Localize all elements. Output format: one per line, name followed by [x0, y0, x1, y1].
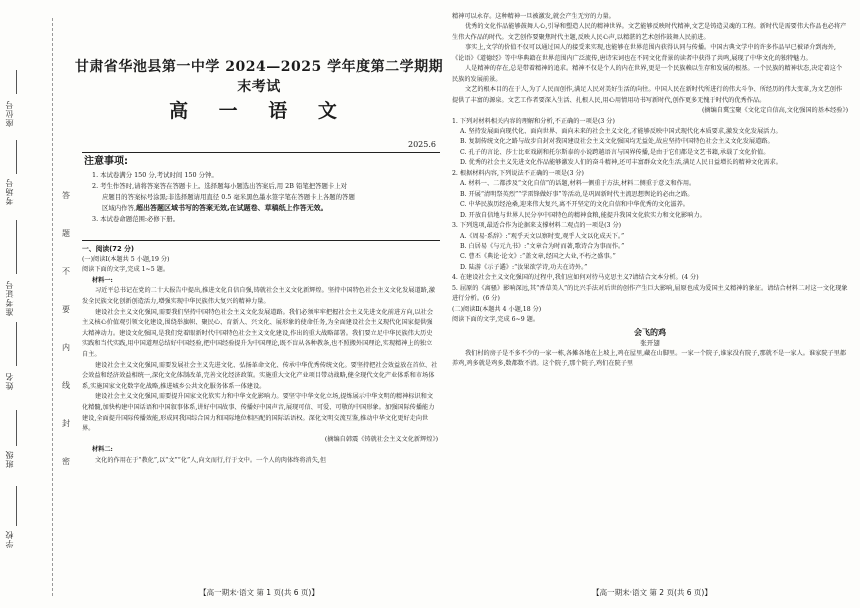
option: A. 材料一、二都涉及“文化自信”的话题,材料一侧重于方法,材料二侧重于意义和作用。 [460, 180, 696, 188]
option: D. 开放自信地与世界人民分享中国特色的精神食粮,能提升我国文化软实力和文化影响力。 [460, 211, 706, 219]
paragraph: 精神可以永存。这种精神一旦被激发,就会产生无穷的力量。 [452, 13, 615, 20]
question: 1. 下列对材料相关内容的理解和分析,不正确的一项是(3 分) [452, 117, 615, 125]
paragraph: 习近平总书记在党的二十大报告中提出,推进文化自信自强,铸就社会主义文化新辉煌。坚持中国特色社会主义文化发展道路,激发全民族文化创新创造活力,增强实现中华民族伟大复兴的精神力量。 [82, 287, 436, 305]
option: C. 中华民族历经沧桑,迎来伟大复兴,离不开坚定的文化自信和中华优秀的文化滋养。 [460, 201, 689, 209]
option: A. 坚持发展面向现代化、面向世界、面向未来的社会主义文化,才能够反映中国式现代化本质要求,激发文化发展活力。 [460, 127, 782, 135]
paragraph: 人是精神的存在,总是带着精神的追求。精神不仅是个人的内在世界,更是一个民族赖以生存和发展的根基。一个民族的精神状态,决定着这个民族的发展前景。 [452, 65, 843, 83]
reading-passage-1 [82, 244, 438, 466]
exam-room-label: 考场号 [5, 178, 14, 205]
class-blank [16, 410, 17, 446]
option: B. 白居易《与元九书》:“文章合为时而著,歌诗合为事而作。” [460, 242, 625, 250]
divider [82, 240, 440, 241]
option: D. 优秀的社会主义先进文化作品能够激发人们的奋斗精神,还可丰富群众文化生活,满足人民日益增长的精神文化需求。 [460, 159, 782, 167]
school-blank [16, 486, 17, 526]
left-column [74, 0, 444, 608]
option: C. 曹丕《典论·论文》:“盖文章,经国之大业,不朽之盛事。” [460, 253, 616, 261]
paragraph: 事实上,文学的价值不仅可以通过国人的接受来实现,也能够在世界范围内获得认同与传播。中国古典文学中的许多作品早已被译介到海外,《论语》《道德经》等中华典籍在世界范围内广泛流传,唐诗宋词也在不同文化背景的读者中获得了共鸣,展现了中华文化的独特魅力。 [452, 44, 836, 62]
name-blank [16, 322, 17, 366]
subject-title: 高 一 语 文 [169, 100, 349, 122]
school-label: 学校 [5, 530, 14, 548]
exam-date: 2025.6 [408, 140, 436, 149]
option: D. 陆游《示子遹》:“汝果欲学诗,功夫在诗外。” [460, 263, 588, 271]
exam-title: 甘肃省华池县第一中学 2024—2025 学年度第二学期期末考试 [74, 59, 444, 95]
subsection-heading: (一)阅读Ⅰ(本题共 5 小题,19 分) [82, 255, 170, 263]
paragraph: 建设社会主义文化强国,需要我们坚持中国特色社会主义文化发展道路。我们必须牢牢把握社会主义先进文化前进方向,以社会主义核心价值观引领文化建设,围绕举旗帜、聚民心、育新人、兴文化、展形象的使命任务,为全面建设社会主义现代化国家提供强大精神动力。建设文化强国,是我们党着眼新时代中国特色社会主义文化建设,作出的重大战略部署。我们要立足中华民族伟大历史实践和当代实践,用中国道理总结好中国经验,把中国经验提升为中国理论,既不盲从各种教条,也不照搬外国理论,实现精神上的独立自主。 [82, 308, 434, 358]
question: 4. 在建设社会主义文化强国的过程中,我们应如何对待马克思主义?请结合文本分析。(4 分) [452, 274, 699, 282]
seat-number-label: 座位号 [5, 100, 14, 127]
note-item: 1. 本试卷满分 150 分,考试时间 150 分钟。 [92, 171, 218, 179]
paragraph: 文化的作用在于“教化”,以“文”“化”人,向文而行,行于文中。一个人的肉体终将消失,但 [95, 456, 327, 464]
material-label: 材料一: [92, 276, 113, 284]
question: 5. 屈原的《离骚》影响深远,其“香草美人”的比兴手法对后世的创作产生巨大影响,屈原也成为爱国主义精神的象征。请结合材料二对这一文化现象进行分析。(6 分) [452, 284, 848, 303]
seal-char: 密 [62, 457, 70, 466]
note-item: 区域内作答, [102, 204, 136, 212]
paragraph: 我们村的房子是不多不少的一家一栋,各摊各地在上坡上,鸡在屋里,藏在山脚里。一家一个院子,谁家没有院子,那就不是一家人。谁家院子里都养鸡,鸡多就是鸡多,数都数不清。这个院子,那个院子,鸡们在院子里 [452, 349, 847, 367]
seal-char: 不 [62, 267, 70, 276]
binding-dashed-line [52, 18, 53, 596]
source-citation: (摘编自韩震《铸就社会主义文化新辉煌》) [324, 435, 438, 443]
instruction: 阅读下面的文字,完成 6~9 题。 [452, 316, 540, 324]
seal-char: 封 [62, 419, 70, 428]
option: B. 开展“清明祭英烈”“学雷锋做好事”等活动,是巩固新时代主流思想舆论的必由之路。 [460, 190, 694, 198]
paragraph: 建设社会主义文化强国,需要提升国家文化软实力和中华文化影响力。要坚守中华文化立场,提炼展示中华文明的精神标识和文化精髓,加快构建中国话语和中国叙事体系,讲好中国故事、传播好中国声音,展现可信、可爱、可敬的中国形象。加强国际传播能力建设,全面提升国际传播效能,形成同我国综合国力和国际地位相匹配的国际话语权。深化文明交流互鉴,推动中华文化更好走向世界。 [82, 393, 435, 433]
seal-char: 线 [62, 381, 70, 390]
binding-strip [0, 0, 70, 608]
source-citation: (摘编自冀宝聚《文化定自信高,文化强国的基本经验》) [701, 107, 848, 115]
paragraph: 文艺的根本目的在于人,为了人民而创作,满足人民对美好生活的向往。中国人民在新时代所进行的伟大斗争、所经历的伟大变革,为文艺创作提供了丰富的源泉。文艺工作者要深入生活、扎根人民,用心用情用功书写新时代,创作更多无愧于时代的优秀作品。 [452, 86, 843, 104]
notes-heading: 注意事项: [84, 156, 128, 167]
note-emphasis: 超出答题区域书写的答案无效,在试题卷、草稿纸上作答无效。 [135, 204, 328, 212]
material-label: 材料二: [92, 446, 113, 454]
option: A.《周易·系辞》:“观乎天文以察时变,观乎人文以化成天下。” [460, 232, 625, 240]
seal-char: 要 [62, 305, 70, 314]
option: C. 孔子的言论、莎士比亚戏剧和托尔斯泰的小说跨越语言与国界传播,是由于它们都是文艺书籍,承载了文化价值。 [460, 148, 770, 156]
paragraph: 建设社会主义文化强国,需要发展社会主义先进文化、弘扬革命文化、传承中华优秀传统文化。要坚持把社会效益放在首位、社会效益和经济效益相统一,深化文化体制改革,完善文化经济政策。实施重大文化产业项目带动战略,健全现代文化产业体系和市场体系,实施国家文化数字化战略,推进城乡公共文化服务体系一体建设。 [82, 361, 438, 390]
notes-list [92, 170, 432, 225]
seat-number-blank [16, 70, 17, 94]
ticket-number-blank [16, 220, 17, 274]
name-label: 姓名 [5, 372, 14, 390]
seal-char: 答 [62, 191, 70, 200]
note-item: 应题目的答案标号涂黑;非选择题请用直径 0.5 毫米黑色墨水签字笔在答题卡上各题的答题 [102, 193, 355, 201]
class-label: 班级 [5, 450, 14, 468]
paragraph: 优秀的文化作品能够鼓舞人心,引导和塑造人民的精神世界。文艺能够反映时代精神,文艺是铸造灵魂的工程。新时代是需要伟大作品也必将产生伟大作品的时代。文艺创作要聚焦时代主题,反映人民心声,以精湛的艺术创作鼓舞人民前进。 [452, 23, 847, 41]
note-item: 2. 考生作答时,请将答案答在答题卡上。选择题每小题选出答案后,用 2B 铅笔把答题卡上对 [92, 182, 348, 190]
note-item: 3. 本试卷命题范围:必修下册。 [92, 215, 179, 223]
story-author: 张开翅 [640, 339, 660, 348]
page-footer: 【高一期末·语文 第 2 页(共 6 页)】 [592, 588, 712, 597]
page-footer: 【高一期末·语文 第 1 页(共 6 页)】 [199, 588, 319, 597]
seal-char: 内 [62, 343, 70, 352]
exam-room-blank [16, 140, 17, 174]
subsection-heading: (二)阅读Ⅱ(本题共 4 小题,18 分) [452, 305, 542, 313]
question: 3. 下列选项,最适合作为论据来支撑材料二观点的一项是(3 分) [452, 222, 622, 230]
story-title: 会飞的鸡 [634, 327, 666, 337]
seal-char: 题 [62, 229, 70, 238]
reading-passage-2 [452, 12, 848, 369]
question: 2. 根据材料内容,下列说法不正确的一项是(3 分) [452, 169, 584, 177]
option: B. 复制传统文化之路与故步自封对我国建设社会主义文化强国均无益处,故应坚持中国特色社会主义文化发展道路。 [460, 138, 774, 146]
section-heading: 一、阅读(72 分) [82, 245, 135, 253]
divider [82, 152, 440, 153]
instruction: 阅读下面的文字,完成 1~5 题。 [82, 266, 170, 274]
right-column [452, 0, 852, 608]
ticket-number-label: 准考证号 [5, 280, 14, 316]
